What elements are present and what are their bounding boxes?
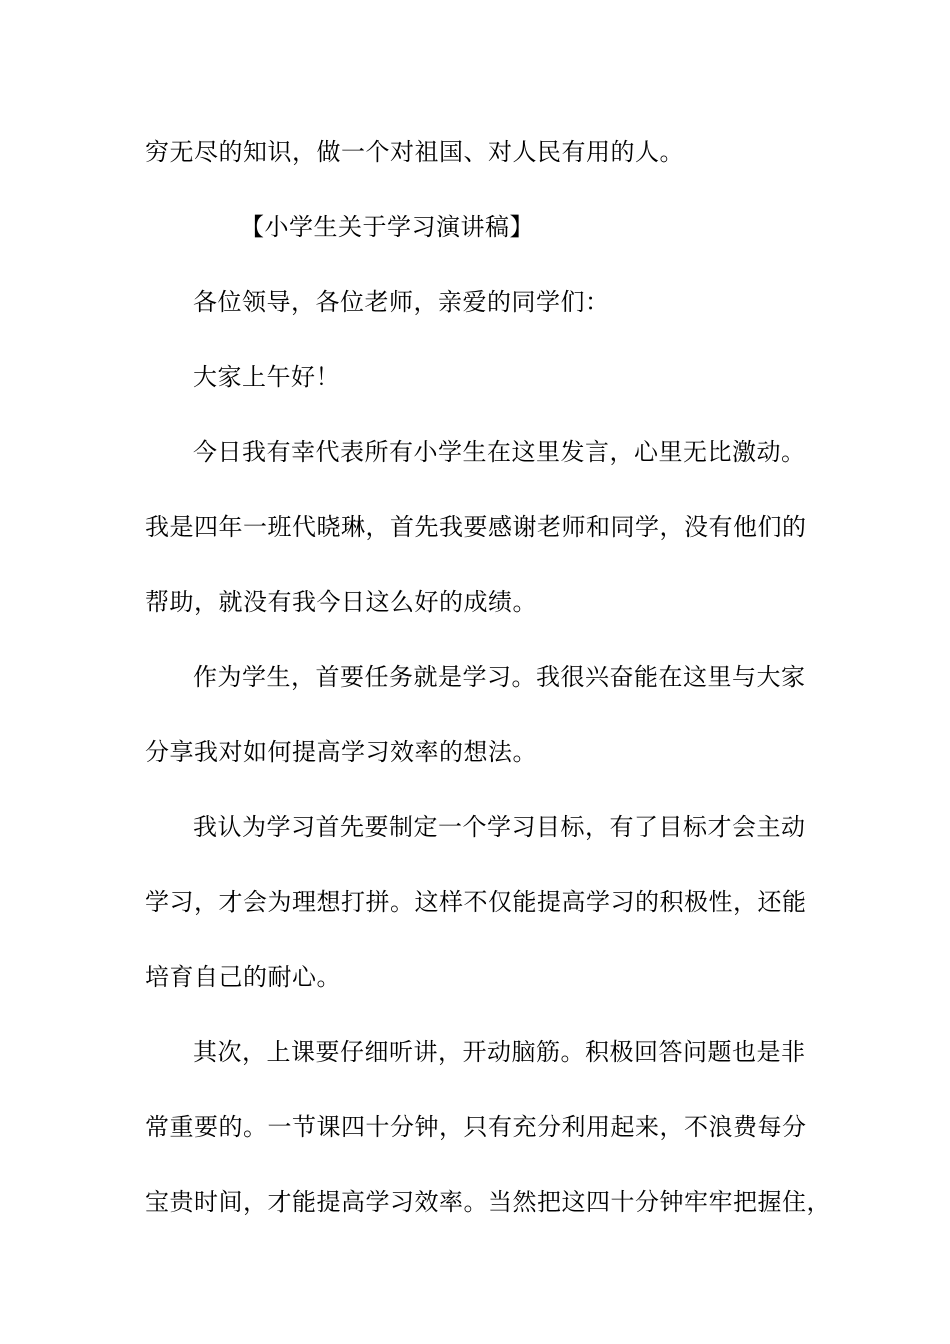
paragraph-line: 今日我有幸代表所有小学生在这里发言，心里无比激动。 [193,438,806,466]
salutation-line: 各位领导，各位老师，亲爱的同学们： [193,288,610,316]
greeting-line: 大家上午好！ [193,363,340,391]
section-title: 【小学生关于学习演讲稿】 [240,213,534,241]
paragraph-line: 帮助，就没有我今日这么好的成绩。 [145,588,537,616]
paragraph-line: 穷无尽的知识，做一个对祖国、对人民有用的人。 [145,138,684,166]
paragraph-line: 作为学生，首要任务就是学习。我很兴奋能在这里与大家 [193,663,806,691]
paragraph-line: 分享我对如何提高学习效率的想法。 [145,738,537,766]
paragraph-line: 我认为学习首先要制定一个学习目标，有了目标才会主动 [193,813,806,841]
paragraph-line: 学习，才会为理想打拼。这样不仅能提高学习的积极性，还能 [145,888,807,916]
paragraph-line: 培育自己的耐心。 [145,963,341,991]
paragraph-line: 我是四年一班代晓琳，首先我要感谢老师和同学，没有他们的 [145,513,807,541]
paragraph-line: 宝贵时间，才能提高学习效率。当然把这四十分钟牢牢把握住， [145,1188,831,1216]
paragraph-line: 常重要的。一节课四十分钟，只有充分利用起来，不浪费每分 [145,1113,807,1141]
paragraph-line: 其次，上课要仔细听讲，开动脑筋。积极回答问题也是非 [193,1038,806,1066]
